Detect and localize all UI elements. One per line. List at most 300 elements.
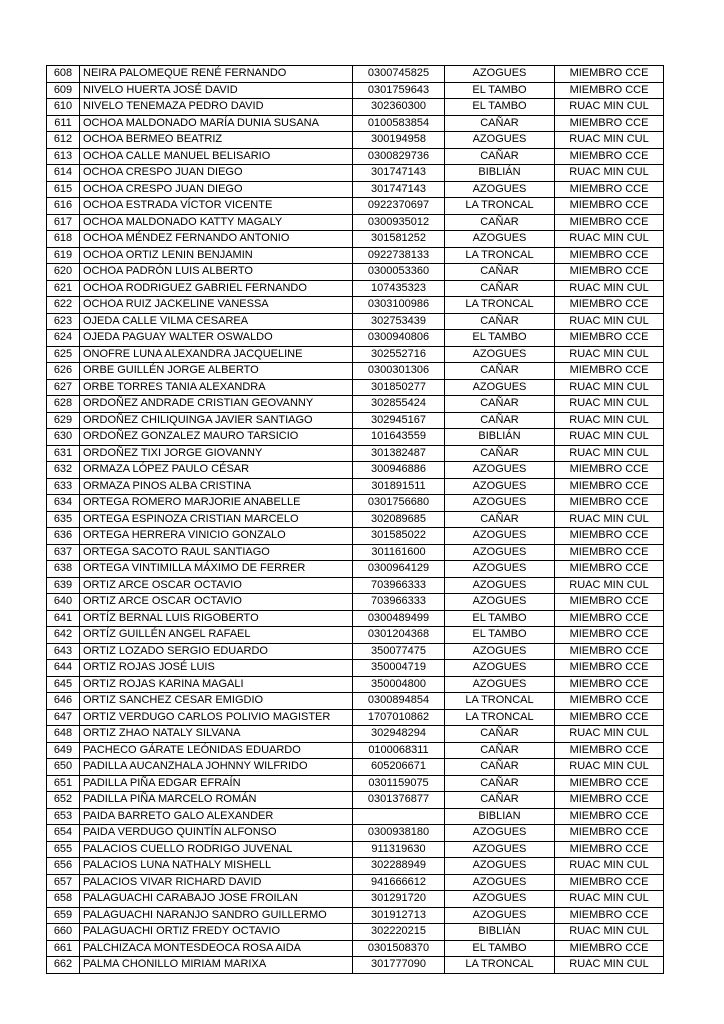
city-cell: AZOGUES bbox=[445, 181, 555, 198]
membership-type-cell: MIEMBRO CCE bbox=[555, 181, 664, 198]
member-name-cell: PACHECO GÁRATE LEÓNIDAS EDUARDO bbox=[80, 742, 353, 759]
id-number-cell: 301581252 bbox=[353, 231, 445, 248]
membership-type-cell: RUAC MIN CUL bbox=[555, 346, 664, 363]
id-number-cell: 605206671 bbox=[353, 759, 445, 776]
id-number-cell: 300194958 bbox=[353, 132, 445, 149]
id-number-cell: 107435323 bbox=[353, 280, 445, 297]
row-number-cell: 612 bbox=[47, 132, 80, 149]
id-number-cell: 0300894854 bbox=[353, 693, 445, 710]
id-number-cell: 0301759643 bbox=[353, 82, 445, 99]
table-row bbox=[47, 808, 664, 825]
membership-type-cell: RUAC MIN CUL bbox=[555, 924, 664, 941]
table-row bbox=[47, 841, 664, 858]
membership-type-cell: MIEMBRO CCE bbox=[555, 297, 664, 314]
city-cell: AZOGUES bbox=[445, 66, 555, 83]
table-row bbox=[47, 478, 664, 495]
member-name-cell: ORMAZA PINOS ALBA CRISTINA bbox=[80, 478, 353, 495]
row-number-cell: 616 bbox=[47, 198, 80, 215]
id-number-cell: 911319630 bbox=[353, 841, 445, 858]
member-name-cell: ORTIZ ARCE OSCAR OCTAVIO bbox=[80, 594, 353, 611]
row-number-cell: 639 bbox=[47, 577, 80, 594]
table-row bbox=[47, 891, 664, 908]
row-number-cell: 629 bbox=[47, 412, 80, 429]
table-row bbox=[47, 82, 664, 99]
row-number-cell: 618 bbox=[47, 231, 80, 248]
membership-type-cell: RUAC MIN CUL bbox=[555, 313, 664, 330]
city-cell: EL TAMBO bbox=[445, 627, 555, 644]
table-row bbox=[47, 775, 664, 792]
table-row bbox=[47, 561, 664, 578]
row-number-cell: 645 bbox=[47, 676, 80, 693]
id-number-cell: 301291720 bbox=[353, 891, 445, 908]
city-cell: LA TRONCAL bbox=[445, 247, 555, 264]
id-number-cell: 301382487 bbox=[353, 445, 445, 462]
table-row bbox=[47, 396, 664, 413]
row-number-cell: 636 bbox=[47, 528, 80, 545]
table-row bbox=[47, 346, 664, 363]
row-number-cell: 642 bbox=[47, 627, 80, 644]
registry-body bbox=[47, 66, 664, 974]
row-number-cell: 621 bbox=[47, 280, 80, 297]
membership-type-cell: MIEMBRO CCE bbox=[555, 148, 664, 165]
member-name-cell: PADILLA PIÑA EDGAR EFRAÍN bbox=[80, 775, 353, 792]
city-cell: CAÑAR bbox=[445, 775, 555, 792]
table-row bbox=[47, 264, 664, 281]
member-name-cell: OCHOA MALDONADO KATTY MAGALY bbox=[80, 214, 353, 231]
id-number-cell: 0301204368 bbox=[353, 627, 445, 644]
member-name-cell: OJEDA PAGUAY WALTER OSWALDO bbox=[80, 330, 353, 347]
id-number-cell: 0100068311 bbox=[353, 742, 445, 759]
row-number-cell: 609 bbox=[47, 82, 80, 99]
member-name-cell: ORTÍZ GUILLÉN ANGEL RAFAEL bbox=[80, 627, 353, 644]
row-number-cell: 654 bbox=[47, 825, 80, 842]
member-name-cell: OCHOA CALLE MANUEL BELISARIO bbox=[80, 148, 353, 165]
city-cell: AZOGUES bbox=[445, 495, 555, 512]
row-number-cell: 633 bbox=[47, 478, 80, 495]
member-name-cell: ORTIZ ROJAS KARINA MAGALI bbox=[80, 676, 353, 693]
row-number-cell: 643 bbox=[47, 643, 80, 660]
membership-type-cell: MIEMBRO CCE bbox=[555, 495, 664, 512]
member-name-cell: PALAGUACHI ORTIZ FREDY OCTAVIO bbox=[80, 924, 353, 941]
id-number-cell: 0300940806 bbox=[353, 330, 445, 347]
id-number-cell: 350077475 bbox=[353, 643, 445, 660]
city-cell: AZOGUES bbox=[445, 874, 555, 891]
city-cell: AZOGUES bbox=[445, 594, 555, 611]
membership-type-cell: RUAC MIN CUL bbox=[555, 132, 664, 149]
table-row bbox=[47, 115, 664, 132]
table-row bbox=[47, 792, 664, 809]
city-cell: LA TRONCAL bbox=[445, 709, 555, 726]
table-row bbox=[47, 660, 664, 677]
id-number-cell: 300946886 bbox=[353, 462, 445, 479]
row-number-cell: 656 bbox=[47, 858, 80, 875]
table-row bbox=[47, 726, 664, 743]
city-cell: BIBLIÁN bbox=[445, 165, 555, 182]
id-number-cell: 302753439 bbox=[353, 313, 445, 330]
city-cell: AZOGUES bbox=[445, 891, 555, 908]
membership-type-cell: RUAC MIN CUL bbox=[555, 165, 664, 182]
city-cell: CAÑAR bbox=[445, 759, 555, 776]
member-name-cell: PALMA CHONILLO MIRIAM MARIXA bbox=[80, 957, 353, 974]
city-cell: LA TRONCAL bbox=[445, 297, 555, 314]
member-name-cell: OCHOA MÉNDEZ FERNANDO ANTONIO bbox=[80, 231, 353, 248]
row-number-cell: 637 bbox=[47, 544, 80, 561]
row-number-cell: 630 bbox=[47, 429, 80, 446]
id-number-cell: 350004800 bbox=[353, 676, 445, 693]
member-name-cell: ORTIZ ARCE OSCAR OCTAVIO bbox=[80, 577, 353, 594]
row-number-cell: 628 bbox=[47, 396, 80, 413]
member-name-cell: ORTIZ VERDUGO CARLOS POLIVIO MAGISTER bbox=[80, 709, 353, 726]
id-number-cell bbox=[353, 808, 445, 825]
city-cell: AZOGUES bbox=[445, 528, 555, 545]
table-row bbox=[47, 363, 664, 380]
row-number-cell: 617 bbox=[47, 214, 80, 231]
city-cell: AZOGUES bbox=[445, 643, 555, 660]
membership-type-cell: RUAC MIN CUL bbox=[555, 396, 664, 413]
table-row bbox=[47, 231, 664, 248]
table-row bbox=[47, 825, 664, 842]
row-number-cell: 615 bbox=[47, 181, 80, 198]
membership-type-cell: MIEMBRO CCE bbox=[555, 676, 664, 693]
city-cell: AZOGUES bbox=[445, 544, 555, 561]
member-name-cell: ORTEGA HERRERA VINICIO GONZALO bbox=[80, 528, 353, 545]
table-row bbox=[47, 676, 664, 693]
member-name-cell: ORDOÑEZ CHILIQUINGA JAVIER SANTIAGO bbox=[80, 412, 353, 429]
city-cell: EL TAMBO bbox=[445, 940, 555, 957]
table-row bbox=[47, 297, 664, 314]
membership-type-cell: RUAC MIN CUL bbox=[555, 577, 664, 594]
member-name-cell: ORTIZ LOZADO SERGIO EDUARDO bbox=[80, 643, 353, 660]
id-number-cell: 0300829736 bbox=[353, 148, 445, 165]
table-row bbox=[47, 495, 664, 512]
city-cell: EL TAMBO bbox=[445, 610, 555, 627]
membership-type-cell: MIEMBRO CCE bbox=[555, 874, 664, 891]
city-cell: CAÑAR bbox=[445, 313, 555, 330]
city-cell: AZOGUES bbox=[445, 825, 555, 842]
member-name-cell: ORMAZA LÓPEZ PAULO CÉSAR bbox=[80, 462, 353, 479]
row-number-cell: 620 bbox=[47, 264, 80, 281]
city-cell: LA TRONCAL bbox=[445, 957, 555, 974]
member-name-cell: NIVELO HUERTA JOSÉ DAVID bbox=[80, 82, 353, 99]
member-name-cell: ORDOÑEZ GONZALEZ MAURO TARSICIO bbox=[80, 429, 353, 446]
membership-type-cell: MIEMBRO CCE bbox=[555, 363, 664, 380]
member-name-cell: OCHOA ESTRADA VÍCTOR VICENTE bbox=[80, 198, 353, 215]
row-number-cell: 622 bbox=[47, 297, 80, 314]
city-cell: AZOGUES bbox=[445, 231, 555, 248]
membership-type-cell: RUAC MIN CUL bbox=[555, 412, 664, 429]
membership-type-cell: RUAC MIN CUL bbox=[555, 891, 664, 908]
member-name-cell: OJEDA CALLE VILMA CESAREA bbox=[80, 313, 353, 330]
id-number-cell: 302552716 bbox=[353, 346, 445, 363]
membership-type-cell: MIEMBRO CCE bbox=[555, 610, 664, 627]
member-name-cell: ONOFRE LUNA ALEXANDRA JACQUELINE bbox=[80, 346, 353, 363]
row-number-cell: 624 bbox=[47, 330, 80, 347]
member-name-cell: NEIRA PALOMEQUE RENÉ FERNANDO bbox=[80, 66, 353, 83]
membership-type-cell: MIEMBRO CCE bbox=[555, 561, 664, 578]
city-cell: AZOGUES bbox=[445, 841, 555, 858]
row-number-cell: 659 bbox=[47, 907, 80, 924]
member-name-cell: NIVELO TENEMAZA PEDRO DAVID bbox=[80, 99, 353, 116]
member-name-cell: ORTEGA SACOTO RAUL SANTIAGO bbox=[80, 544, 353, 561]
id-number-cell: 941666612 bbox=[353, 874, 445, 891]
id-number-cell: 0100583854 bbox=[353, 115, 445, 132]
id-number-cell: 301747143 bbox=[353, 181, 445, 198]
member-name-cell: OCHOA PADRÓN LUIS ALBERTO bbox=[80, 264, 353, 281]
row-number-cell: 627 bbox=[47, 379, 80, 396]
id-number-cell: 0300489499 bbox=[353, 610, 445, 627]
id-number-cell: 0922738133 bbox=[353, 247, 445, 264]
member-name-cell: ORTIZ ROJAS JOSÉ LUIS bbox=[80, 660, 353, 677]
table-row bbox=[47, 462, 664, 479]
city-cell: EL TAMBO bbox=[445, 99, 555, 116]
id-number-cell: 302855424 bbox=[353, 396, 445, 413]
table-row bbox=[47, 858, 664, 875]
city-cell: CAÑAR bbox=[445, 280, 555, 297]
row-number-cell: 644 bbox=[47, 660, 80, 677]
row-number-cell: 625 bbox=[47, 346, 80, 363]
id-number-cell: 302945167 bbox=[353, 412, 445, 429]
id-number-cell: 350004719 bbox=[353, 660, 445, 677]
table-row bbox=[47, 544, 664, 561]
id-number-cell: 302360300 bbox=[353, 99, 445, 116]
table-row bbox=[47, 379, 664, 396]
row-number-cell: 638 bbox=[47, 561, 80, 578]
table-row bbox=[47, 627, 664, 644]
row-number-cell: 650 bbox=[47, 759, 80, 776]
member-name-cell: OCHOA RUIZ JACKELINE VANESSA bbox=[80, 297, 353, 314]
id-number-cell: 0301376877 bbox=[353, 792, 445, 809]
row-number-cell: 626 bbox=[47, 363, 80, 380]
membership-type-cell: MIEMBRO CCE bbox=[555, 82, 664, 99]
city-cell: CAÑAR bbox=[445, 214, 555, 231]
table-row bbox=[47, 940, 664, 957]
table-row bbox=[47, 759, 664, 776]
city-cell: CAÑAR bbox=[445, 363, 555, 380]
membership-type-cell: MIEMBRO CCE bbox=[555, 115, 664, 132]
row-number-cell: 623 bbox=[47, 313, 80, 330]
id-number-cell: 0300053360 bbox=[353, 264, 445, 281]
id-number-cell: 0301508370 bbox=[353, 940, 445, 957]
membership-type-cell: RUAC MIN CUL bbox=[555, 429, 664, 446]
membership-type-cell: MIEMBRO CCE bbox=[555, 841, 664, 858]
table-row bbox=[47, 412, 664, 429]
member-name-cell: PALAGUACHI NARANJO SANDRO GUILLERMO bbox=[80, 907, 353, 924]
id-number-cell: 0300935012 bbox=[353, 214, 445, 231]
membership-type-cell: MIEMBRO CCE bbox=[555, 264, 664, 281]
row-number-cell: 661 bbox=[47, 940, 80, 957]
city-cell: CAÑAR bbox=[445, 115, 555, 132]
table-row bbox=[47, 594, 664, 611]
row-number-cell: 634 bbox=[47, 495, 80, 512]
member-name-cell: ORTEGA ESPINOZA CRISTIAN MARCELO bbox=[80, 511, 353, 528]
membership-type-cell: MIEMBRO CCE bbox=[555, 330, 664, 347]
membership-type-cell: RUAC MIN CUL bbox=[555, 726, 664, 743]
city-cell: CAÑAR bbox=[445, 264, 555, 281]
membership-type-cell: MIEMBRO CCE bbox=[555, 247, 664, 264]
member-name-cell: PADILLA PIÑA MARCELO ROMÁN bbox=[80, 792, 353, 809]
row-number-cell: 647 bbox=[47, 709, 80, 726]
city-cell: EL TAMBO bbox=[445, 82, 555, 99]
city-cell: BIBLIÁN bbox=[445, 429, 555, 446]
membership-type-cell: MIEMBRO CCE bbox=[555, 940, 664, 957]
row-number-cell: 657 bbox=[47, 874, 80, 891]
member-name-cell: PALACIOS VIVAR RICHARD DAVID bbox=[80, 874, 353, 891]
city-cell: CAÑAR bbox=[445, 792, 555, 809]
member-name-cell: ORTEGA ROMERO MARJORIE ANABELLE bbox=[80, 495, 353, 512]
member-name-cell: ORTÍZ BERNAL LUIS RIGOBERTO bbox=[80, 610, 353, 627]
row-number-cell: 631 bbox=[47, 445, 80, 462]
membership-type-cell: MIEMBRO CCE bbox=[555, 709, 664, 726]
member-name-cell: OCHOA ORTIZ LENIN BENJAMIN bbox=[80, 247, 353, 264]
membership-type-cell: RUAC MIN CUL bbox=[555, 99, 664, 116]
membership-type-cell: RUAC MIN CUL bbox=[555, 858, 664, 875]
member-name-cell: OCHOA BERMEO BEATRIZ bbox=[80, 132, 353, 149]
table-row bbox=[47, 313, 664, 330]
membership-type-cell: RUAC MIN CUL bbox=[555, 379, 664, 396]
row-number-cell: 613 bbox=[47, 148, 80, 165]
city-cell: AZOGUES bbox=[445, 462, 555, 479]
table-row bbox=[47, 528, 664, 545]
city-cell: EL TAMBO bbox=[445, 330, 555, 347]
membership-type-cell: MIEMBRO CCE bbox=[555, 594, 664, 611]
membership-type-cell: MIEMBRO CCE bbox=[555, 478, 664, 495]
table-row bbox=[47, 957, 664, 974]
table-row bbox=[47, 693, 664, 710]
id-number-cell: 0300938180 bbox=[353, 825, 445, 842]
membership-type-cell: MIEMBRO CCE bbox=[555, 693, 664, 710]
city-cell: CAÑAR bbox=[445, 148, 555, 165]
member-name-cell: ORTIZ SANCHEZ CESAR EMIGDIO bbox=[80, 693, 353, 710]
member-name-cell: OCHOA CRESPO JUAN DIEGO bbox=[80, 165, 353, 182]
row-number-cell: 614 bbox=[47, 165, 80, 182]
table-row bbox=[47, 709, 664, 726]
city-cell: CAÑAR bbox=[445, 726, 555, 743]
row-number-cell: 641 bbox=[47, 610, 80, 627]
member-name-cell: ORBE GUILLÉN JORGE ALBERTO bbox=[80, 363, 353, 380]
city-cell: AZOGUES bbox=[445, 858, 555, 875]
membership-type-cell: RUAC MIN CUL bbox=[555, 957, 664, 974]
id-number-cell: 302948294 bbox=[353, 726, 445, 743]
membership-type-cell: RUAC MIN CUL bbox=[555, 280, 664, 297]
member-name-cell: PAIDA VERDUGO QUINTÍN ALFONSO bbox=[80, 825, 353, 842]
table-row bbox=[47, 280, 664, 297]
row-number-cell: 610 bbox=[47, 99, 80, 116]
city-cell: AZOGUES bbox=[445, 907, 555, 924]
city-cell: CAÑAR bbox=[445, 412, 555, 429]
row-number-cell: 658 bbox=[47, 891, 80, 908]
city-cell: CAÑAR bbox=[445, 742, 555, 759]
table-row bbox=[47, 577, 664, 594]
id-number-cell: 301912713 bbox=[353, 907, 445, 924]
membership-type-cell: MIEMBRO CCE bbox=[555, 660, 664, 677]
member-name-cell: ORTEGA VINTIMILLA MÁXIMO DE FERRER bbox=[80, 561, 353, 578]
id-number-cell: 301585022 bbox=[353, 528, 445, 545]
table-row bbox=[47, 148, 664, 165]
table-row bbox=[47, 330, 664, 347]
table-row bbox=[47, 429, 664, 446]
member-name-cell: PALCHIZACA MONTESDEOCA ROSA AIDA bbox=[80, 940, 353, 957]
city-cell: AZOGUES bbox=[445, 676, 555, 693]
city-cell: BIBLIAN bbox=[445, 808, 555, 825]
city-cell: AZOGUES bbox=[445, 346, 555, 363]
member-name-cell: PADILLA AUCANZHALA JOHNNY WILFRIDO bbox=[80, 759, 353, 776]
row-number-cell: 651 bbox=[47, 775, 80, 792]
row-number-cell: 640 bbox=[47, 594, 80, 611]
id-number-cell: 0300964129 bbox=[353, 561, 445, 578]
member-name-cell: PALAGUACHI CARABAJO JOSE FROILAN bbox=[80, 891, 353, 908]
membership-type-cell: MIEMBRO CCE bbox=[555, 198, 664, 215]
membership-type-cell: MIEMBRO CCE bbox=[555, 66, 664, 83]
membership-type-cell: MIEMBRO CCE bbox=[555, 627, 664, 644]
row-number-cell: 655 bbox=[47, 841, 80, 858]
table-row bbox=[47, 511, 664, 528]
id-number-cell: 703966333 bbox=[353, 577, 445, 594]
city-cell: AZOGUES bbox=[445, 660, 555, 677]
id-number-cell: 301777090 bbox=[353, 957, 445, 974]
city-cell: AZOGUES bbox=[445, 132, 555, 149]
id-number-cell: 101643559 bbox=[353, 429, 445, 446]
id-number-cell: 0303100986 bbox=[353, 297, 445, 314]
city-cell: AZOGUES bbox=[445, 478, 555, 495]
table-row bbox=[47, 66, 664, 83]
row-number-cell: 649 bbox=[47, 742, 80, 759]
table-row bbox=[47, 742, 664, 759]
table-row bbox=[47, 214, 664, 231]
row-number-cell: 608 bbox=[47, 66, 80, 83]
id-number-cell: 302288949 bbox=[353, 858, 445, 875]
membership-type-cell: MIEMBRO CCE bbox=[555, 808, 664, 825]
membership-type-cell: RUAC MIN CUL bbox=[555, 445, 664, 462]
id-number-cell: 301850277 bbox=[353, 379, 445, 396]
table-row bbox=[47, 643, 664, 660]
city-cell: CAÑAR bbox=[445, 445, 555, 462]
membership-type-cell: MIEMBRO CCE bbox=[555, 792, 664, 809]
table-row bbox=[47, 924, 664, 941]
table-row bbox=[47, 610, 664, 627]
id-number-cell: 1707010862 bbox=[353, 709, 445, 726]
id-number-cell: 0922370697 bbox=[353, 198, 445, 215]
id-number-cell: 0301756680 bbox=[353, 495, 445, 512]
member-name-cell: PAIDA BARRETO GALO ALEXANDER bbox=[80, 808, 353, 825]
row-number-cell: 660 bbox=[47, 924, 80, 941]
city-cell: CAÑAR bbox=[445, 511, 555, 528]
table-row bbox=[47, 99, 664, 116]
membership-type-cell: MIEMBRO CCE bbox=[555, 462, 664, 479]
membership-type-cell: MIEMBRO CCE bbox=[555, 907, 664, 924]
membership-type-cell: RUAC MIN CUL bbox=[555, 759, 664, 776]
table-row bbox=[47, 181, 664, 198]
membership-type-cell: MIEMBRO CCE bbox=[555, 742, 664, 759]
id-number-cell: 302220215 bbox=[353, 924, 445, 941]
id-number-cell: 301161600 bbox=[353, 544, 445, 561]
member-name-cell: PALACIOS CUELLO RODRIGO JUVENAL bbox=[80, 841, 353, 858]
row-number-cell: 662 bbox=[47, 957, 80, 974]
member-name-cell: ORDOÑEZ ANDRADE CRISTIAN GEOVANNY bbox=[80, 396, 353, 413]
membership-type-cell: MIEMBRO CCE bbox=[555, 775, 664, 792]
city-cell: LA TRONCAL bbox=[445, 693, 555, 710]
row-number-cell: 653 bbox=[47, 808, 80, 825]
city-cell: AZOGUES bbox=[445, 561, 555, 578]
row-number-cell: 632 bbox=[47, 462, 80, 479]
id-number-cell: 0301159075 bbox=[353, 775, 445, 792]
row-number-cell: 652 bbox=[47, 792, 80, 809]
member-name-cell: OCHOA MALDONADO MARÍA DUNIA SUSANA bbox=[80, 115, 353, 132]
row-number-cell: 635 bbox=[47, 511, 80, 528]
id-number-cell: 302089685 bbox=[353, 511, 445, 528]
city-cell: CAÑAR bbox=[445, 396, 555, 413]
member-name-cell: ORDOÑEZ TIXI JORGE GIOVANNY bbox=[80, 445, 353, 462]
table-row bbox=[47, 247, 664, 264]
